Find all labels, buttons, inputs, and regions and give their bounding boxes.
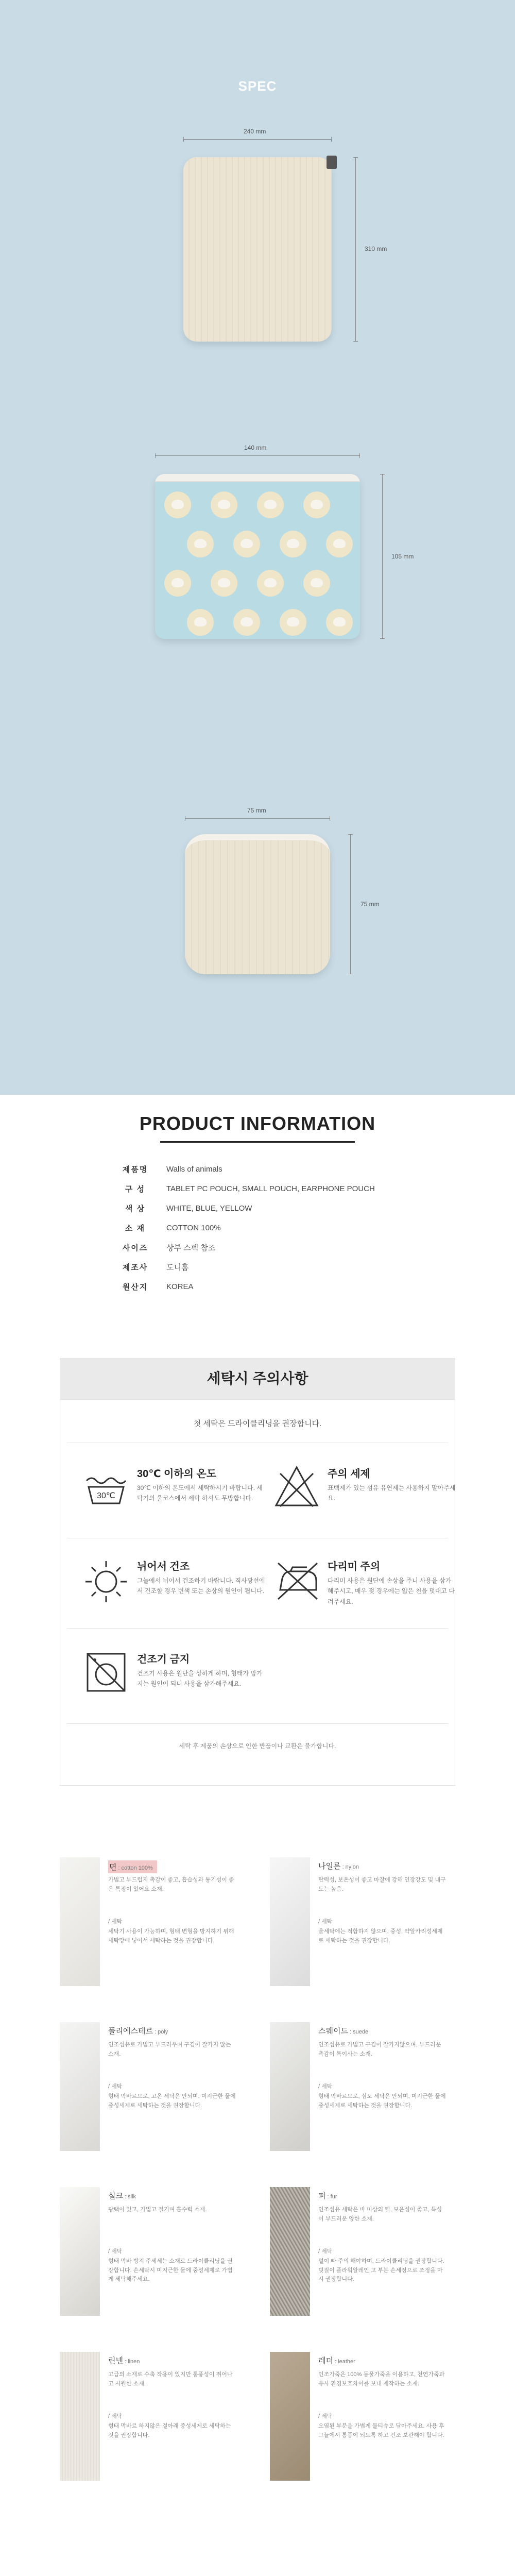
pattern-dot — [187, 531, 214, 557]
no-tumble-dry-icon — [82, 1649, 130, 1696]
pattern-dot — [280, 609, 306, 636]
fabric-name-en: : fur — [325, 2194, 337, 2200]
tablet-height-line — [355, 157, 356, 342]
fabric-care: 형태 막바 방지 주세세는 소재로 드라이클리닝을 권장합니다. 손세탁시 미지근한 물에 중성세제로 가볍게 세탁해주세요. — [108, 2258, 233, 2283]
laundry-item-desc: 표백제가 있는 섬유 유연제는 사용하지 말아주세요. — [328, 1484, 456, 1502]
info-value: 도니홈 — [166, 1263, 189, 1272]
fabric-desc: 가볍고 부드럽지 촉감이 좋고, 흡습성과 통기성이 좋은 특징이 있어요 소재. — [108, 1877, 234, 1892]
pattern-dot — [326, 531, 353, 557]
spec-title: SPEC — [238, 78, 277, 94]
laundry-item-title: 건조기 금지 — [137, 1654, 190, 1665]
fabric-name — [318, 2190, 337, 2201]
laundry-item-desc: 그늘에서 뉘어서 건조하기 바랍니다. 직사광선에서 건조할 경우 변색 또는 손상의 원인이 됩니다. — [137, 1577, 265, 1595]
fabric-care-heading: / 세탁 — [108, 2248, 123, 2255]
tick — [359, 453, 360, 458]
fabric-desc: 인조가죽은 100% 동물가죽을 이용하고, 천연가죽과 유사 환경보호차이를 보내 제작하는 소재. — [318, 2371, 445, 2387]
pattern-dot — [211, 492, 237, 518]
fabric-name-en: : leather — [333, 2359, 355, 2365]
no-bleach-icon — [273, 1463, 320, 1511]
tick — [183, 137, 184, 142]
fabric-cotton — [60, 1857, 245, 1986]
zipper-pull — [327, 156, 337, 169]
fabric-polyester — [60, 2022, 245, 2151]
fabric-desc: 인조섬유로 가볍고 부드러우며 구김이 잘가지 않는 소재. — [108, 2042, 231, 2057]
tablet-width-line — [183, 139, 332, 140]
small-height-label: 105 mm — [391, 553, 414, 560]
info-label: 원산지 — [122, 1282, 148, 1292]
fabric-care: 형태 막바르 하지않은 결아래 중성세제로 세탁하는 것을 권장합니다. — [108, 2423, 231, 2438]
tablet-width-label: 240 mm — [244, 128, 266, 135]
divider — [67, 1628, 448, 1629]
info-label: 제조사 — [122, 1263, 148, 1272]
info-value: WHITE, BLUE, YELLOW — [166, 1204, 252, 1213]
fabric-silk — [60, 2187, 245, 2316]
tick — [380, 638, 385, 639]
laundry-footer: 세탁 후 제품의 손상으로 인한 반품이나 교환은 불가합니다. — [179, 1742, 336, 1750]
fabric-name-ko: 린넨 — [108, 2357, 123, 2365]
product-info-title: PRODUCT INFORMATION — [139, 1113, 376, 1134]
fabric-name-ko: 레더 — [318, 2357, 333, 2365]
fabric-leather-image — [270, 2352, 310, 2481]
wash-30-icon — [82, 1463, 130, 1511]
fabric-nylon — [270, 1857, 455, 1986]
fabric-name-en: : poly — [152, 2029, 168, 2035]
earphone-height-line — [350, 834, 351, 974]
info-label: 구 성 — [125, 1184, 146, 1194]
fabric-desc: 광택이 있고, 가볍고 질기며 흡수력 소재. — [108, 2207, 207, 2213]
small-width-label: 140 mm — [244, 444, 267, 451]
pattern-dot — [257, 492, 284, 518]
fabric-care: 형태 막바르므로, 고온 세탁은 안되며, 미지근한 물에 중성세제로 세탁하는 것을 권장합니다. — [108, 2093, 236, 2109]
fabric-care-heading: / 세탁 — [318, 1919, 333, 1925]
fabric-care-heading: / 세탁 — [318, 2413, 333, 2419]
fabric-polyester-image — [60, 2022, 100, 2151]
fabric-name — [108, 1860, 157, 1873]
info-value: COTTON 100% — [166, 1223, 221, 1232]
tick — [353, 341, 358, 342]
fabric-care: 오염된 부분을 가볍게 물티슈로 닦아주세요. 사용 후 그늘에서 통풍이 되도록 하고 건조 보관해야 합니다. — [318, 2423, 444, 2438]
fabric-care-heading: / 세탁 — [318, 2083, 333, 2090]
pattern-dot — [233, 609, 260, 636]
tick — [348, 834, 353, 835]
fabric-name — [108, 2355, 140, 2366]
zipper — [155, 474, 360, 482]
product-info-table — [108, 1159, 407, 1296]
fabric-desc: 인조섬유 세탁은 바 미상의 털, 보온성이 좋고, 특성이 부드러운 양한 소재. — [318, 2207, 442, 2222]
small-height-line — [382, 474, 383, 639]
pattern-dot — [211, 570, 237, 597]
earphone-height-label: 75 mm — [360, 901, 380, 908]
fabric-name-en: : silk — [123, 2194, 136, 2200]
fabric-desc: 고급의 소재로 수축 작용이 있지만 통풍성이 뛰어나고 시원한 소재. — [108, 2371, 233, 2387]
pattern-dot — [303, 492, 330, 518]
fabric-name-en: : cotton 100% — [116, 1865, 153, 1871]
fabric-name-ko: 실크 — [108, 2192, 123, 2200]
fabric-name-en: : nylon — [340, 1864, 359, 1870]
laundry-item-desc: 건조기 사용은 원단을 상하게 하며, 형태가 망가지는 원인이 되니 사용을 삼가해주세요. — [137, 1670, 263, 1688]
earphone-width-line — [185, 818, 330, 819]
fabric-name — [318, 2025, 368, 2036]
tick — [353, 157, 358, 158]
info-label: 제품명 — [122, 1165, 148, 1174]
fabric-suede-image — [270, 2022, 310, 2151]
tablet-height-label: 310 mm — [365, 245, 387, 252]
fabric-name-ko: 스웨이드 — [318, 2027, 348, 2036]
fabric-care-heading: / 세탁 — [108, 1919, 123, 1925]
laundry-item-title: 뉘어서 건조 — [137, 1561, 190, 1572]
info-row — [108, 1159, 407, 1179]
info-value: KOREA — [166, 1282, 194, 1291]
fabric-name-ko: 폴리에스테르 — [108, 2027, 153, 2036]
fabric-care-heading: / 세탁 — [108, 2413, 123, 2419]
svg-text:30℃: 30℃ — [97, 1492, 115, 1500]
title-underline — [160, 1141, 355, 1143]
fabric-care-heading: / 세탁 — [108, 2083, 123, 2090]
info-value: 상부 스펙 참조 — [166, 1243, 216, 1252]
fabric-fur-image — [270, 2187, 310, 2316]
info-row — [108, 1257, 407, 1277]
info-value: TABLET PC POUCH, SMALL POUCH, EARPHONE POUCH — [166, 1184, 375, 1193]
info-row — [108, 1198, 407, 1218]
iron-icon — [273, 1556, 320, 1603]
fabric-desc: 탄력성, 보온성이 좋고 마찰에 강해 인장강도 및 내구도는 높음. — [318, 1877, 446, 1892]
fabric-nylon-image — [270, 1857, 310, 1986]
info-label: 소 재 — [125, 1224, 146, 1233]
tick — [331, 137, 332, 142]
small-pouch-image — [155, 474, 360, 639]
fabric-linen-image — [60, 2352, 100, 2481]
fabric-care: 세탁기 사용이 가능하며, 형태 변형을 방지하기 위해 세탁망에 넣어서 세탁하는 것을 권장합니다. — [108, 1928, 234, 1944]
small-width-line — [155, 455, 360, 456]
divider — [67, 1723, 448, 1724]
fabric-desc: 인조섬유로 가볍고 구김이 잘가지않으며, 부드러운 촉감이 특이사는 소재. — [318, 2042, 441, 2057]
dry-shade-icon — [82, 1556, 130, 1603]
pattern-dot — [326, 609, 353, 636]
fabric-linen — [60, 2352, 245, 2481]
laundry-item-title: 주의 세제 — [328, 1468, 370, 1480]
fabric-name — [108, 2190, 136, 2201]
fabric-name-ko: 면 — [109, 1863, 117, 1872]
fabric-name-en: : suede — [348, 2029, 369, 2035]
fabric-leather — [270, 2352, 455, 2481]
fabric-name — [108, 2025, 168, 2036]
laundry-item-desc: 다리미 사용은 원단에 손상을 주니 사용을 삼가해주시고, 매우 젖 경우에는 얇은 천을 덧대고 다려주세요. — [328, 1577, 455, 1605]
laundry-item-desc: 30℃ 이하의 온도에서 세탁하시기 바랍니다. 세탁기의 울코스에서 세탁 하셔도 무방합니다. — [137, 1484, 263, 1502]
fabric-name-ko: 퍼 — [318, 2192, 326, 2200]
fabric-fur — [270, 2187, 455, 2316]
laundry-item-title: 30℃ 이하의 온도 — [137, 1468, 217, 1480]
fabric-name-ko: 나일론 — [318, 1862, 341, 1871]
laundry-subtitle: 첫 세탁은 드라이클리닝을 권장합니다. — [193, 1419, 322, 1428]
fabric-care: 형태 막바르므로, 심도 세탁은 안되며, 미지근한 물에 중성세제로 세탁하는 것을 권장합니다. — [318, 2093, 446, 2109]
fabric-silk-image — [60, 2187, 100, 2316]
pattern-dot — [187, 609, 214, 636]
laundry-item-title: 다리미 주의 — [328, 1561, 381, 1572]
info-label: 사이즈 — [122, 1243, 148, 1252]
pattern-dot — [233, 531, 260, 557]
fabric-care: 울세탁에는 적합하지 않으며, 중성, 약알카리성세제로 세탁하는 것을 권장합니다. — [318, 1928, 443, 1944]
earphone-pouch-image — [185, 834, 330, 974]
info-row — [108, 1179, 407, 1198]
tablet-pouch-image — [183, 157, 332, 342]
info-row — [108, 1218, 407, 1238]
pattern-dot — [164, 570, 191, 597]
fabric-care-heading: / 세탁 — [318, 2248, 333, 2255]
pattern-dot — [257, 570, 284, 597]
info-value: Walls of animals — [166, 1164, 222, 1174]
info-label: 색 상 — [125, 1204, 146, 1213]
tick — [155, 453, 156, 458]
fabric-name-en: : linen — [123, 2359, 140, 2365]
earphone-width-label: 75 mm — [247, 807, 266, 814]
fabric-name — [318, 1860, 359, 1871]
fabric-suede — [270, 2022, 455, 2151]
pattern-dot — [303, 570, 330, 597]
laundry-title: 세탁시 주의사항 — [60, 1358, 455, 1399]
info-row — [108, 1277, 407, 1296]
spec-section — [0, 0, 515, 1095]
info-row — [108, 1238, 407, 1257]
pattern-dot — [280, 531, 306, 557]
pattern-dot — [164, 492, 191, 518]
fabric-cotton-image — [60, 1857, 100, 1986]
fabric-care: 털이 빠 주의 해야하며, 드라이클리닝을 권장합니다. 빗질이 플라워알레인 고 부분 손세정으로 조정을 마시 권장합니다. — [318, 2258, 444, 2283]
fabric-name — [318, 2355, 355, 2366]
